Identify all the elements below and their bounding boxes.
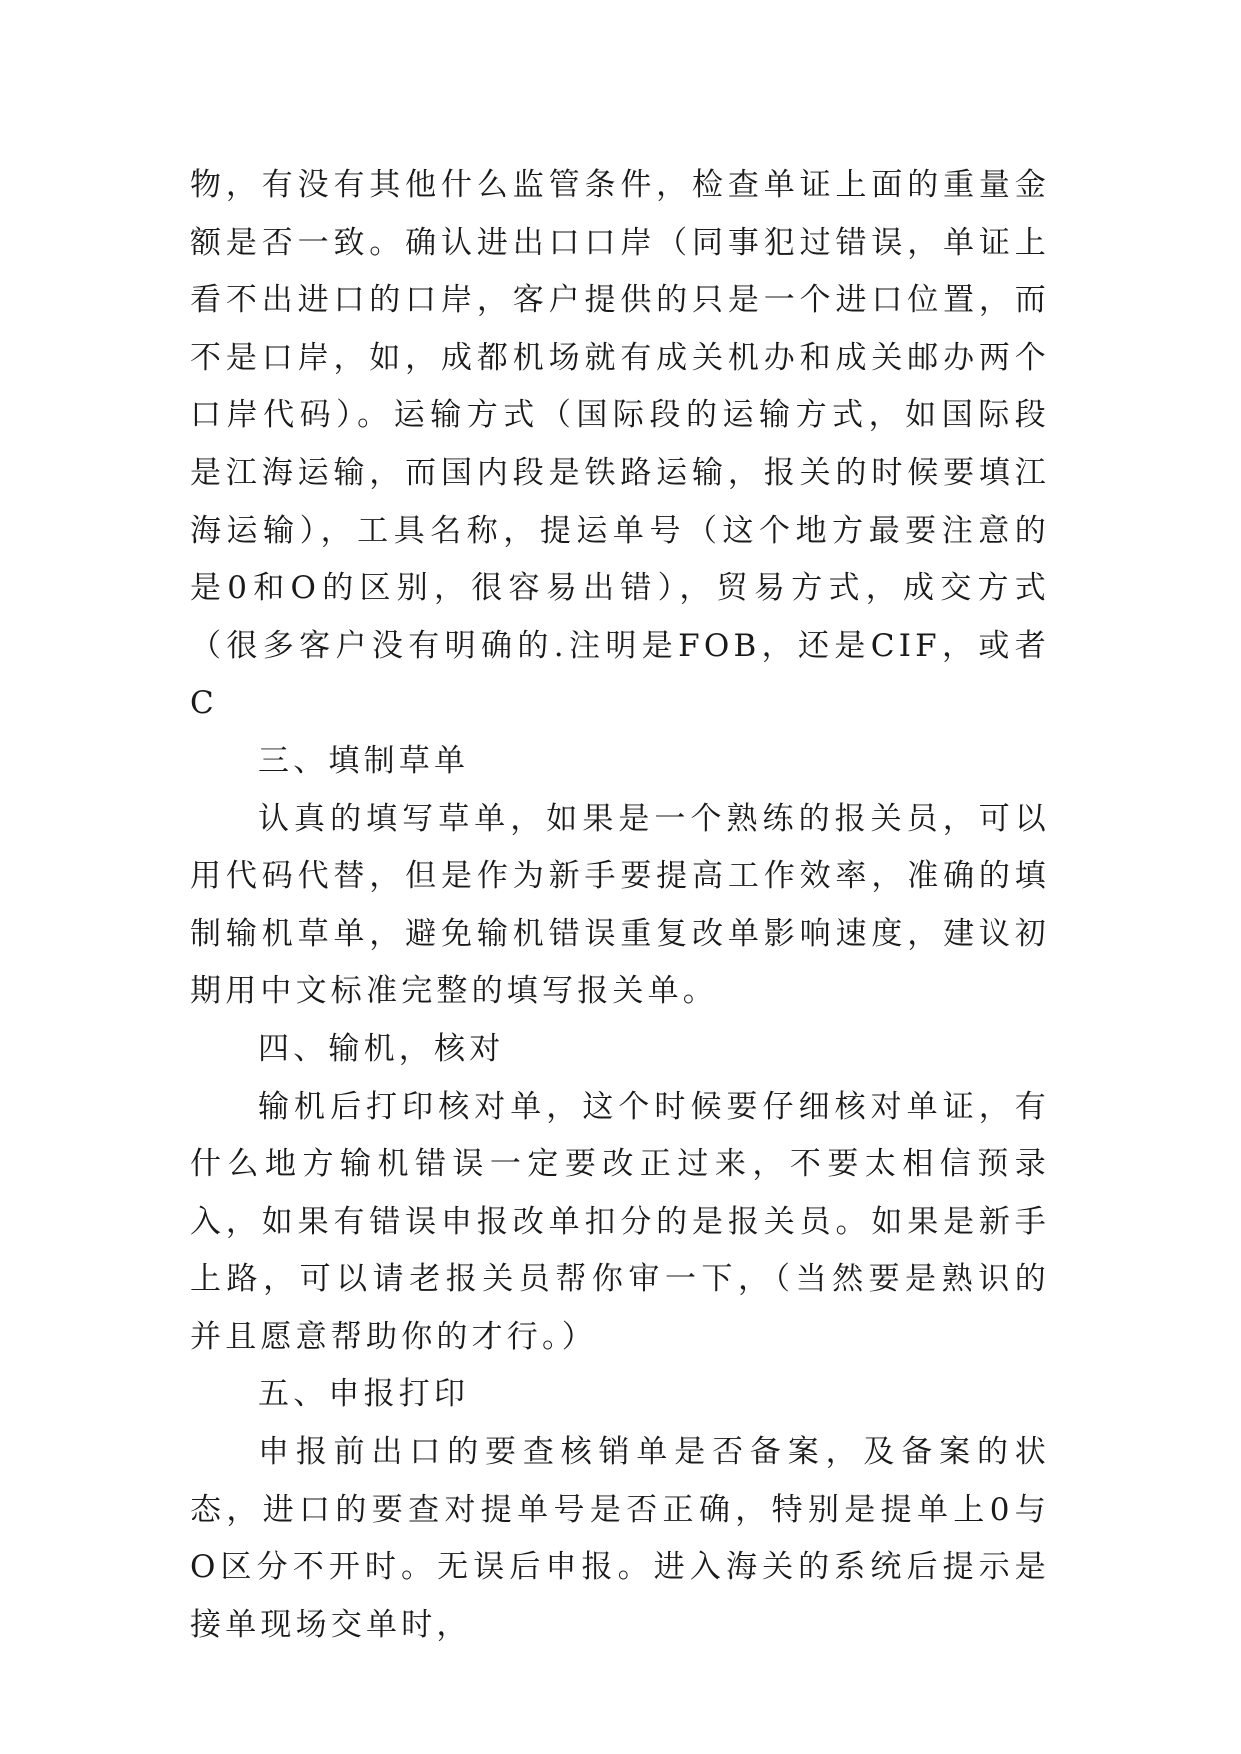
paragraph-continuation: 物，有没有其他什么监管条件，检查单证上面的重量金额是否一致。确认进出口口岸（同事犯过错误，单证上看不出进口的口岸，客户提供的只是一个进口位置，而不是口岸，如，成都机场就有成关机办和成关邮办两个口岸代码）。运输方式（国际段的运输方式，如国际段是江海运输，而国内段是铁路运输，报关的时候要填江海运输），工具名称，提运单号（这个地方最要注意的是0和O的区别，很容易出错），贸易方式，成交方式（很多客户没有明确的.注明是FOB，还是CIF，或者C	[190, 167, 1050, 722]
section-heading-3: 三、填制草单	[258, 742, 470, 779]
section-heading-5: 五、申报打印	[258, 1376, 470, 1413]
paragraph-input-check: 输机后打印核对单，这个时候要仔细核对单证，有什么地方输机错误一定要改正过来，不要太相信预录入，如果有错误申报改单扣分的是报关员。如果是新手上路，可以请老报关员帮你审一下，（当然要是熟识的并且愿意帮助你的才行。）	[190, 1088, 1050, 1355]
paragraph-declare-print: 申报前出口的要查核销单是否备案，及备案的状态，进口的要查对提单号是否正确，特别是提单上0与O区分不开时。无误后申报。进入海关的系统后提示是接单现场交单时，	[190, 1434, 1050, 1643]
paragraph-fill-draft: 认真的填写草单，如果是一个熟练的报关员，可以用代码代替，但是作为新手要提高工作效率，准确的填制输机草单，避免输机错误重复改单影响速度，建议初期用中文标准完整的填写报关单。	[190, 800, 1050, 1010]
section-heading-4: 四、输机，核对	[258, 1030, 505, 1067]
document-page	[190, 157, 1050, 1654]
